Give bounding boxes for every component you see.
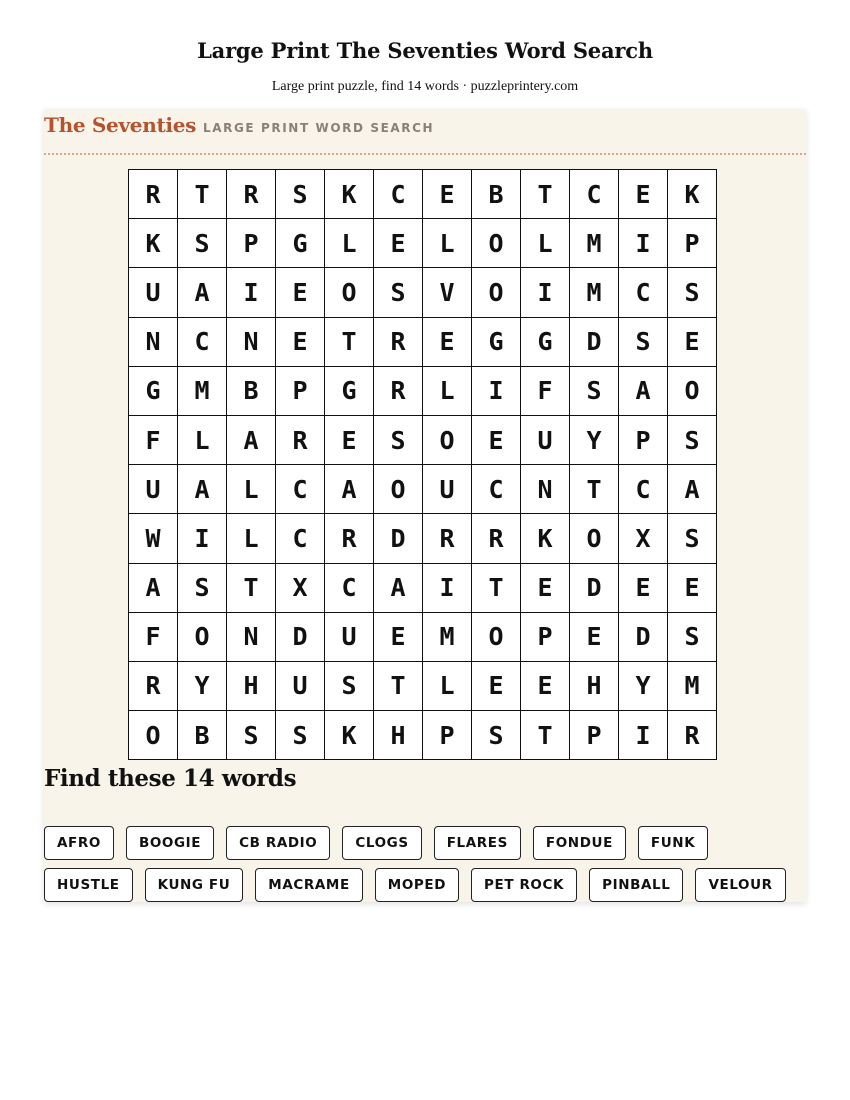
grid-cell[interactable]: S	[227, 711, 276, 760]
grid-cell[interactable]: B	[472, 170, 521, 219]
grid-cell[interactable]: U	[423, 465, 472, 514]
grid-cell[interactable]: G	[472, 317, 521, 366]
grid-cell[interactable]: I	[227, 268, 276, 317]
grid-cell[interactable]: A	[668, 465, 717, 514]
grid-cell[interactable]: L	[227, 514, 276, 563]
grid-cell[interactable]: A	[619, 366, 668, 415]
grid-cell[interactable]: S	[325, 661, 374, 710]
grid-cell[interactable]: D	[276, 612, 325, 661]
grid-row	[129, 317, 717, 366]
grid-cell[interactable]: P	[668, 219, 717, 268]
grid-cell[interactable]: O	[472, 268, 521, 317]
grid-cell[interactable]: O	[423, 415, 472, 464]
grid-cell[interactable]: P	[227, 219, 276, 268]
grid-row	[129, 563, 717, 612]
grid-cell[interactable]: I	[619, 219, 668, 268]
page-title: Large Print The Seventies Word Search	[197, 38, 653, 63]
grid-cell[interactable]: N	[521, 465, 570, 514]
grid-cell[interactable]: T	[227, 563, 276, 612]
grid-cell[interactable]: O	[374, 465, 423, 514]
grid-cell[interactable]: A	[178, 268, 227, 317]
grid-cell[interactable]: H	[227, 661, 276, 710]
grid-cell[interactable]: V	[423, 268, 472, 317]
grid-cell[interactable]: S	[570, 366, 619, 415]
grid-cell[interactable]: K	[129, 219, 178, 268]
card-header	[44, 109, 806, 155]
grid-cell[interactable]: O	[178, 612, 227, 661]
grid-cell[interactable]: R	[227, 170, 276, 219]
grid-cell[interactable]: F	[129, 612, 178, 661]
grid-cell[interactable]: M	[423, 612, 472, 661]
word-chip[interactable]: KUNG FU	[145, 868, 244, 902]
grid-cell[interactable]: T	[521, 711, 570, 760]
grid-cell[interactable]: I	[178, 514, 227, 563]
letter-grid[interactable]	[128, 169, 717, 760]
grid-cell[interactable]: O	[570, 514, 619, 563]
grid-cell[interactable]: E	[423, 317, 472, 366]
grid-cell[interactable]: T	[374, 661, 423, 710]
grid-cell[interactable]: H	[570, 661, 619, 710]
grid-cell[interactable]: G	[129, 366, 178, 415]
word-chip[interactable]: PET ROCK	[471, 868, 577, 902]
grid-cell[interactable]: E	[619, 170, 668, 219]
grid-cell[interactable]: E	[521, 661, 570, 710]
grid-cell[interactable]: E	[472, 415, 521, 464]
grid-cell[interactable]: P	[570, 711, 619, 760]
grid-row	[129, 219, 717, 268]
grid-cell[interactable]: X	[276, 563, 325, 612]
grid-cell[interactable]: R	[374, 317, 423, 366]
grid-cell[interactable]: K	[325, 711, 374, 760]
grid-cell[interactable]: L	[521, 219, 570, 268]
grid-cell[interactable]: U	[129, 465, 178, 514]
grid-cell[interactable]: C	[276, 465, 325, 514]
word-chip[interactable]: HUSTLE	[44, 868, 133, 902]
grid-cell[interactable]: S	[374, 268, 423, 317]
grid-row	[129, 268, 717, 317]
grid-cell[interactable]: E	[619, 563, 668, 612]
grid-cell[interactable]: C	[325, 563, 374, 612]
grid-cell[interactable]: G	[521, 317, 570, 366]
grid-cell[interactable]: C	[619, 268, 668, 317]
word-chip[interactable]: CB RADIO	[226, 826, 330, 860]
grid-cell[interactable]: I	[472, 366, 521, 415]
grid-cell[interactable]: N	[227, 317, 276, 366]
grid-cell[interactable]: T	[472, 563, 521, 612]
grid-cell[interactable]: G	[276, 219, 325, 268]
word-chip[interactable]: FONDUE	[533, 826, 626, 860]
grid-cell[interactable]: G	[325, 366, 374, 415]
grid-row	[129, 170, 717, 219]
grid-cell[interactable]: T	[521, 170, 570, 219]
grid-cell[interactable]: A	[178, 465, 227, 514]
grid-cell[interactable]: R	[668, 711, 717, 760]
word-chip[interactable]: CLOGS	[342, 826, 421, 860]
grid-cell[interactable]: M	[668, 661, 717, 710]
word-list-heading: Find these 14 words	[44, 765, 297, 792]
grid-cell[interactable]: D	[570, 563, 619, 612]
grid-cell[interactable]: D	[619, 612, 668, 661]
grid-cell[interactable]: D	[374, 514, 423, 563]
grid-cell[interactable]: Y	[619, 661, 668, 710]
grid-cell[interactable]: I	[423, 563, 472, 612]
grid-cell[interactable]: C	[178, 317, 227, 366]
grid-cell[interactable]: R	[276, 415, 325, 464]
grid-cell[interactable]: C	[570, 170, 619, 219]
grid-cell[interactable]: O	[129, 711, 178, 760]
grid-cell[interactable]: P	[521, 612, 570, 661]
grid-row	[129, 366, 717, 415]
grid-cell[interactable]: L	[423, 219, 472, 268]
word-chip[interactable]: BOOGIE	[126, 826, 214, 860]
grid-cell[interactable]: W	[129, 514, 178, 563]
grid-cell[interactable]: A	[227, 415, 276, 464]
grid-cell[interactable]: S	[619, 317, 668, 366]
grid-cell[interactable]: U	[521, 415, 570, 464]
grid-cell[interactable]: P	[423, 711, 472, 760]
grid-cell[interactable]: Y	[178, 661, 227, 710]
word-list	[44, 826, 806, 902]
grid-cell[interactable]: F	[129, 415, 178, 464]
grid-cell[interactable]: S	[668, 514, 717, 563]
grid-cell[interactable]: A	[129, 563, 178, 612]
grid-cell[interactable]: U	[276, 661, 325, 710]
grid-cell[interactable]: S	[668, 612, 717, 661]
grid-cell[interactable]: M	[570, 268, 619, 317]
grid-cell[interactable]: R	[129, 170, 178, 219]
grid-cell[interactable]: L	[423, 366, 472, 415]
grid-cell[interactable]: C	[472, 465, 521, 514]
grid-cell[interactable]: R	[325, 514, 374, 563]
grid-cell[interactable]: X	[619, 514, 668, 563]
grid-cell[interactable]: C	[374, 170, 423, 219]
grid-cell[interactable]: E	[668, 563, 717, 612]
grid-cell[interactable]: L	[325, 219, 374, 268]
card-title: The Seventies	[44, 113, 197, 137]
grid-cell[interactable]: S	[668, 268, 717, 317]
word-chip[interactable]: FLARES	[434, 826, 521, 860]
grid-cell[interactable]: U	[325, 612, 374, 661]
grid-cell[interactable]: L	[178, 415, 227, 464]
grid-cell[interactable]: R	[129, 661, 178, 710]
grid-cell[interactable]: I	[521, 268, 570, 317]
grid-cell[interactable]: C	[276, 514, 325, 563]
grid-cell[interactable]: H	[374, 711, 423, 760]
grid-cell[interactable]: E	[521, 563, 570, 612]
grid-cell[interactable]: E	[423, 170, 472, 219]
grid-cell[interactable]: O	[668, 366, 717, 415]
grid-cell[interactable]: R	[423, 514, 472, 563]
grid-cell[interactable]: N	[129, 317, 178, 366]
grid-cell[interactable]: A	[325, 465, 374, 514]
grid-cell[interactable]: E	[325, 415, 374, 464]
grid-cell[interactable]: L	[227, 465, 276, 514]
grid-cell[interactable]: D	[570, 317, 619, 366]
grid-cell[interactable]: A	[374, 563, 423, 612]
grid-cell[interactable]: E	[276, 317, 325, 366]
grid-row	[129, 415, 717, 464]
grid-cell[interactable]: P	[619, 415, 668, 464]
grid-cell[interactable]: E	[472, 661, 521, 710]
grid-cell[interactable]: R	[472, 514, 521, 563]
word-chip[interactable]: FUNK	[638, 826, 708, 860]
grid-cell[interactable]: M	[570, 219, 619, 268]
word-chip[interactable]: AFRO	[44, 826, 114, 860]
grid-cell[interactable]: K	[668, 170, 717, 219]
word-chip[interactable]: MACRAME	[255, 868, 363, 902]
grid-cell[interactable]: O	[472, 219, 521, 268]
grid-cell[interactable]: E	[570, 612, 619, 661]
grid-cell[interactable]: P	[276, 366, 325, 415]
grid-cell[interactable]: S	[178, 563, 227, 612]
grid-cell[interactable]: S	[276, 170, 325, 219]
grid-cell[interactable]: S	[472, 711, 521, 760]
grid-cell[interactable]: E	[276, 268, 325, 317]
grid-row	[129, 465, 717, 514]
grid-row	[129, 612, 717, 661]
grid-cell[interactable]: O	[472, 612, 521, 661]
grid-cell[interactable]: B	[227, 366, 276, 415]
grid-cell[interactable]: O	[325, 268, 374, 317]
grid-cell[interactable]: C	[619, 465, 668, 514]
grid-cell[interactable]: Y	[570, 415, 619, 464]
grid-cell[interactable]: U	[129, 268, 178, 317]
grid-cell[interactable]: B	[178, 711, 227, 760]
grid-cell[interactable]: S	[178, 219, 227, 268]
page-subtitle: Large print puzzle, find 14 words · puzzleprintery.com	[271, 79, 579, 94]
grid-cell[interactable]: M	[178, 366, 227, 415]
grid-cell[interactable]: K	[521, 514, 570, 563]
grid-cell[interactable]: N	[227, 612, 276, 661]
grid-row	[129, 661, 717, 710]
grid-cell[interactable]: T	[570, 465, 619, 514]
grid-cell[interactable]: L	[423, 661, 472, 710]
grid-cell[interactable]: R	[374, 366, 423, 415]
grid-cell[interactable]: E	[668, 317, 717, 366]
grid-cell[interactable]: K	[325, 170, 374, 219]
word-chip[interactable]: VELOUR	[695, 868, 785, 902]
grid-row	[129, 711, 717, 760]
word-chip[interactable]: MOPED	[375, 868, 459, 902]
grid-cell[interactable]: T	[178, 170, 227, 219]
grid-cell[interactable]: S	[668, 415, 717, 464]
grid-cell[interactable]: S	[276, 711, 325, 760]
word-chip[interactable]: PINBALL	[589, 868, 683, 902]
grid-row	[129, 514, 717, 563]
grid-cell[interactable]: E	[374, 612, 423, 661]
grid-cell[interactable]: T	[325, 317, 374, 366]
grid-cell[interactable]: S	[374, 415, 423, 464]
grid-cell[interactable]: E	[374, 219, 423, 268]
card-tag: LARGE PRINT WORD SEARCH	[203, 121, 435, 135]
puzzle-card	[44, 109, 806, 902]
grid-cell[interactable]: I	[619, 711, 668, 760]
grid-cell[interactable]: F	[521, 366, 570, 415]
